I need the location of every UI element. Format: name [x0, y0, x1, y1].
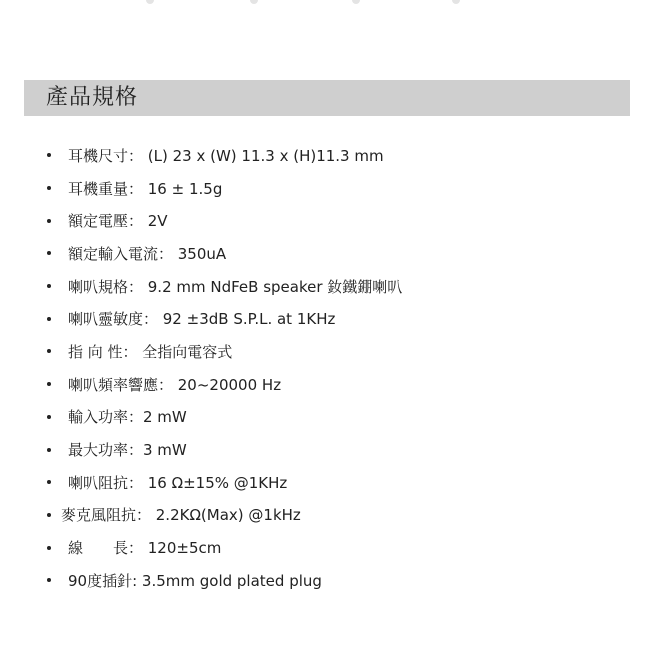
bullet-icon [47, 349, 51, 353]
bullet-icon [47, 284, 51, 288]
bullet-icon [47, 186, 51, 190]
bullet-icon [47, 382, 51, 386]
spec-item-frequency-response [44, 368, 402, 401]
bullet-icon [47, 251, 51, 255]
bullet-icon [47, 219, 51, 223]
section-header [24, 80, 630, 116]
spec-item-mic-impedance [44, 499, 402, 532]
top-mark [146, 0, 154, 4]
top-mark [452, 0, 460, 4]
spec-item-input-power [44, 401, 402, 434]
spec-text: 線 長： 120±5cm [68, 539, 222, 558]
bullet-icon [47, 546, 51, 550]
spec-text: 90度插針: 3.5mm gold plated plug [68, 571, 322, 590]
spec-item-directivity [44, 335, 402, 368]
top-mark [352, 0, 360, 4]
bullet-icon [47, 513, 51, 517]
bullet-icon [47, 415, 51, 419]
section-title: 產品規格 [46, 85, 139, 110]
spec-item-plug [44, 564, 402, 597]
spec-item-sensitivity [44, 302, 402, 335]
spec-text: 最大功率：3 mW [68, 441, 187, 460]
spec-text: 喇叭阻抗： 16 Ω±15% @1KHz [68, 473, 288, 492]
spec-item-rated-current [44, 237, 402, 270]
top-decoration [0, 0, 650, 8]
spec-item-weight [44, 172, 402, 205]
spec-text: 額定輸入電流： 350uA [68, 244, 227, 263]
bullet-icon [47, 153, 51, 157]
spec-text: 耳機重量： 16 ± 1.5g [68, 179, 223, 198]
spec-text: 喇叭靈敏度： 92 ±3dB S.P.L. at 1KHz [68, 310, 336, 329]
bullet-icon [47, 448, 51, 452]
spec-item-cable-length [44, 531, 402, 564]
spec-text: 指 向 性： 全指向電容式 [68, 342, 233, 361]
spec-item-impedance [44, 466, 402, 499]
spec-text: 耳機尺寸： (L) 23 x (W) 11.3 x (H)11.3 mm [68, 146, 384, 165]
spec-item-speaker [44, 270, 402, 303]
spec-list [44, 139, 402, 597]
spec-text: 額定電壓： 2V [68, 212, 168, 231]
spec-text: 麥克風阻抗： 2.2KΩ(Max) @1kHz [61, 506, 301, 525]
spec-item-dimensions [44, 139, 402, 172]
spec-text: 輸入功率：2 mW [68, 408, 187, 427]
bullet-icon [47, 578, 51, 582]
spec-text: 喇叭規格： 9.2 mm NdFeB speaker 釹鐵錋喇叭 [68, 277, 403, 296]
spec-text: 喇叭頻率響應： 20~20000 Hz [68, 375, 282, 394]
bullet-icon [47, 317, 51, 321]
top-mark [250, 0, 258, 4]
bullet-icon [47, 480, 51, 484]
spec-item-max-power [44, 433, 402, 466]
spec-item-rated-voltage [44, 204, 402, 237]
